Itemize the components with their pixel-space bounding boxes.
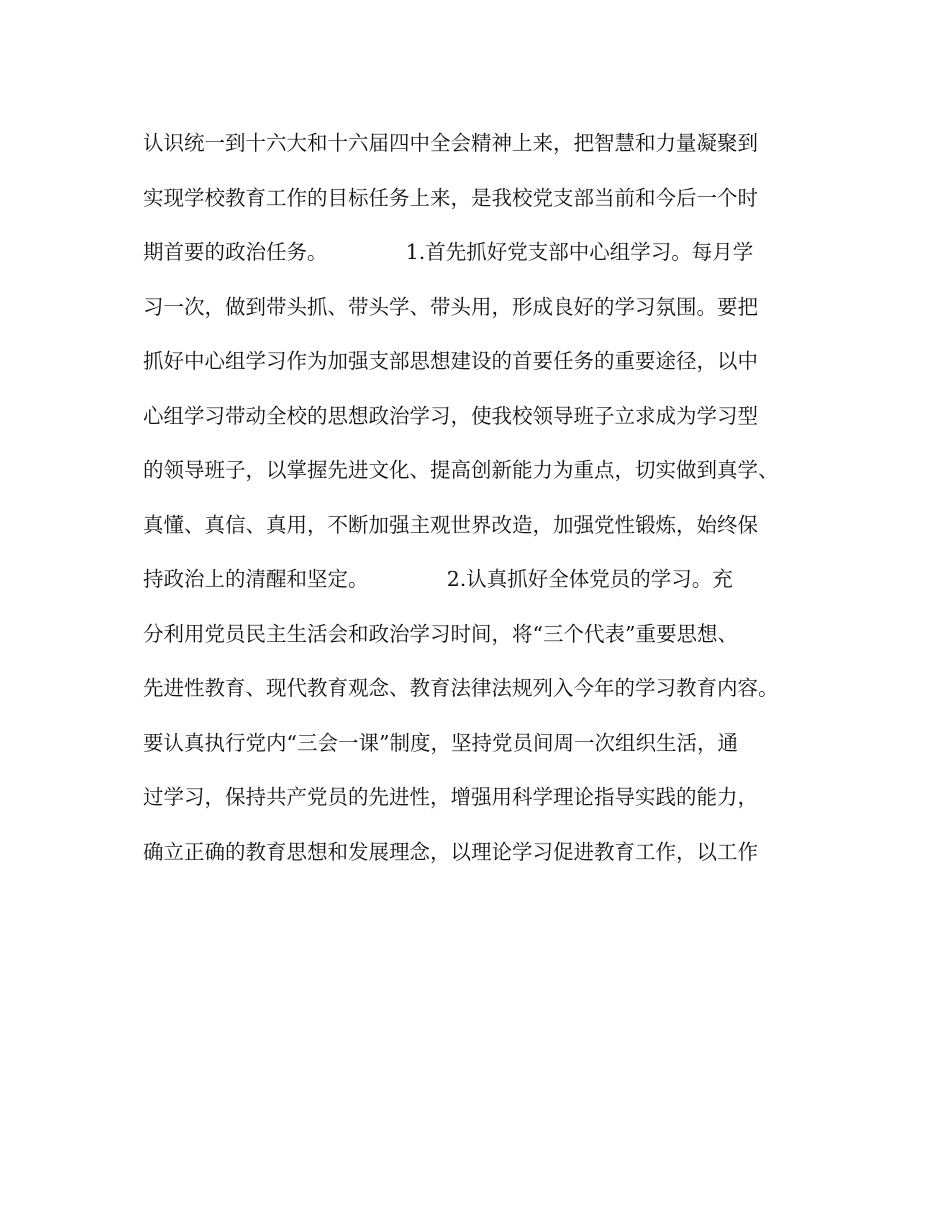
text-line-8: 真懂、真信、真用，不断加强主观世界改造，加强党性锻炼，始终保 <box>143 512 758 537</box>
text-line-1: 认识统一到十六大和十六届四中全会精神上来，把智慧和力量凝聚到 <box>143 131 758 155</box>
text-line-11: 先进性教育、现代教育观念、教育法律法规列入今年的学习教育内容。 <box>143 676 779 700</box>
text-line-3: 期首要的政治任务。 1.首先抓好党支部中心组学习。每月学 <box>143 240 754 264</box>
text-line-9: 持政治上的清醒和坚定。 2.认真抓好全体党员的学习。充 <box>143 567 733 591</box>
text-line-14: 确立正确的教育思想和发展理念，以理论学习促进教育工作，以工作 <box>143 839 758 864</box>
text-line-7: 的领导班子，以掌握先进文化、提高创新能力为重点，切实做到真学、 <box>143 458 779 482</box>
text-line-6: 心组学习带动全校的思想政治学习，使我校领导班子立求成为学习型 <box>143 403 758 428</box>
body-text <box>143 123 813 886</box>
text-line-12: 要认真执行党内“三会一课”制度，坚持党员间周一次组织生活，通 <box>143 730 738 755</box>
text-line-2: 实现学校教育工作的目标任务上来，是我校党支部当前和今后一个时 <box>143 185 758 210</box>
text-line-5: 抓好中心组学习作为加强支部思想建设的首要任务的重要途径，以中 <box>143 349 758 373</box>
text-line-4: 习一次，做到带头抓、带头学、带头用，形成良好的学习氛围。要把 <box>143 294 758 319</box>
text-line-13: 过学习，保持共产党员的先进性，增强用科学理论指导实践的能力， <box>143 785 758 809</box>
text-line-10: 分利用党员民主生活会和政治学习时间，将“三个代表”重要思想、 <box>143 621 738 646</box>
